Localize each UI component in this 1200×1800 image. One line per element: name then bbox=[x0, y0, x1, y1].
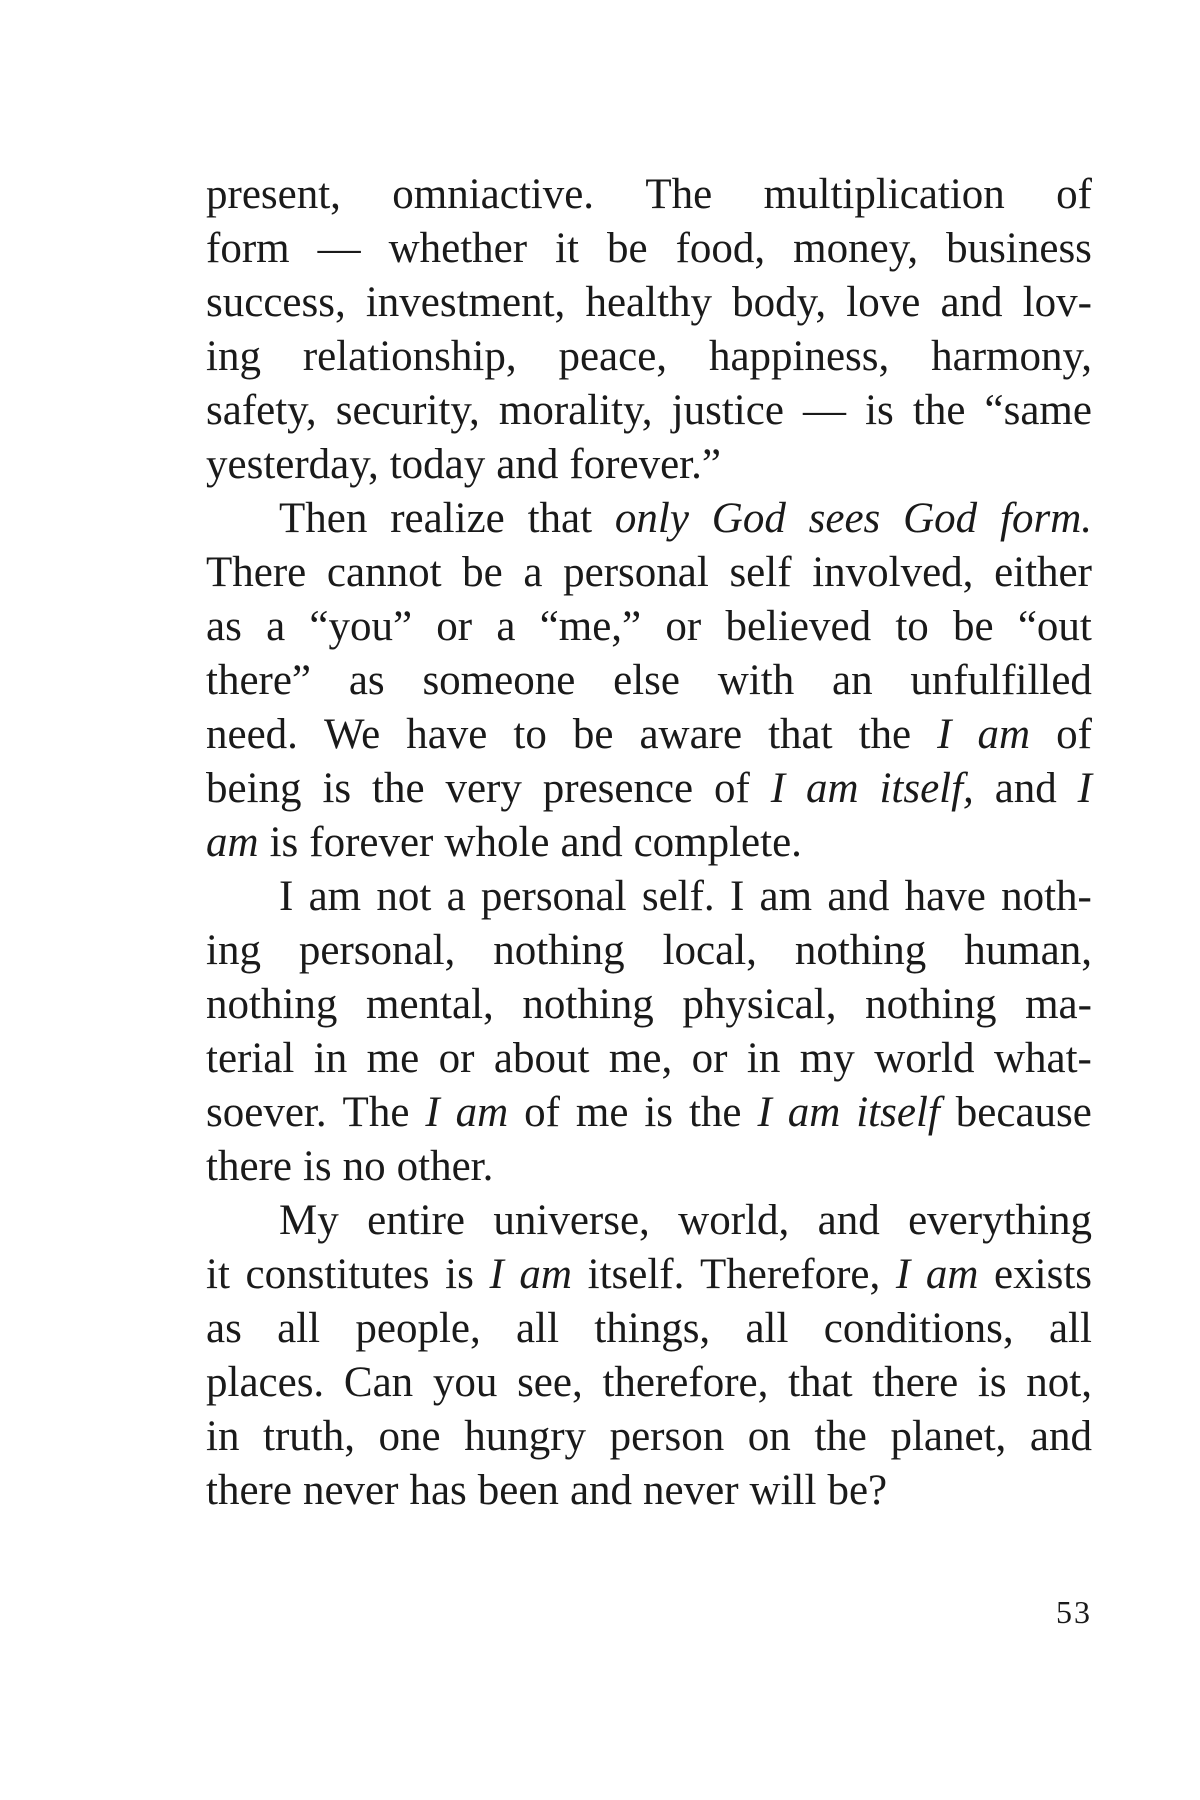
word: other. bbox=[396, 1143, 494, 1190]
word: planet, bbox=[890, 1413, 1007, 1460]
word: me bbox=[575, 1089, 629, 1136]
word: I bbox=[279, 873, 294, 920]
word: in bbox=[313, 1035, 348, 1082]
word: me, bbox=[608, 1035, 673, 1082]
word: forever bbox=[309, 819, 434, 866]
word: happiness, bbox=[708, 333, 890, 380]
italic-word: am bbox=[206, 819, 259, 866]
word: never bbox=[643, 1467, 739, 1514]
word: is bbox=[977, 1359, 1007, 1406]
word: exists bbox=[994, 1251, 1092, 1298]
word: to bbox=[513, 711, 547, 758]
word: presence bbox=[542, 765, 694, 812]
word: itself. bbox=[587, 1251, 685, 1298]
word: that bbox=[768, 711, 833, 758]
word: be? bbox=[827, 1467, 888, 1514]
word: see, bbox=[517, 1359, 583, 1406]
word: complete. bbox=[633, 819, 802, 866]
word: the bbox=[814, 1413, 867, 1460]
word: hungry bbox=[464, 1413, 587, 1460]
word: The bbox=[342, 1089, 410, 1136]
word: all bbox=[1048, 1305, 1092, 1352]
word: ma- bbox=[1025, 981, 1092, 1028]
italic-word: itself, bbox=[879, 765, 974, 812]
word: not bbox=[376, 873, 432, 920]
word: My bbox=[279, 1197, 339, 1244]
paragraph-first-line bbox=[206, 492, 1092, 546]
text-line bbox=[206, 1464, 1092, 1518]
word: things, bbox=[594, 1305, 711, 1352]
word: nothing bbox=[206, 981, 338, 1028]
word: healthy bbox=[585, 279, 713, 326]
word: never bbox=[302, 1467, 399, 1514]
word: and bbox=[496, 441, 559, 488]
word: mental, bbox=[366, 981, 494, 1028]
word: people, bbox=[355, 1305, 481, 1352]
word: and bbox=[569, 1467, 633, 1514]
word: an bbox=[832, 657, 873, 704]
word: — bbox=[803, 387, 846, 434]
word: is bbox=[269, 819, 299, 866]
word: success, bbox=[206, 279, 346, 326]
italic-word: sees bbox=[808, 495, 881, 542]
word: physical, bbox=[682, 981, 837, 1028]
word: you bbox=[432, 1359, 498, 1406]
word: noth- bbox=[1001, 873, 1092, 920]
word: self bbox=[729, 549, 792, 596]
word: The bbox=[645, 171, 713, 218]
word: a bbox=[523, 549, 543, 596]
word: harmony, bbox=[931, 333, 1092, 380]
word: money, bbox=[793, 225, 919, 272]
word: lov- bbox=[1022, 279, 1092, 326]
text-line bbox=[206, 546, 1092, 600]
word: or bbox=[665, 603, 702, 650]
word: and bbox=[994, 765, 1057, 812]
italic-word: God bbox=[903, 495, 978, 542]
word: unfulfilled bbox=[910, 657, 1092, 704]
text-line bbox=[206, 924, 1092, 978]
word: with bbox=[717, 657, 795, 704]
word: one bbox=[378, 1413, 441, 1460]
text-line bbox=[206, 276, 1092, 330]
text-line bbox=[206, 222, 1092, 276]
text-line bbox=[206, 600, 1092, 654]
word: because bbox=[955, 1089, 1092, 1136]
word: of bbox=[1056, 711, 1092, 758]
italic-word: God bbox=[711, 495, 786, 542]
word: that bbox=[788, 1359, 853, 1406]
body-text bbox=[206, 168, 1092, 1518]
word: and bbox=[560, 819, 623, 866]
word: human, bbox=[964, 927, 1092, 974]
word: all bbox=[745, 1305, 789, 1352]
italic-word: form. bbox=[1000, 495, 1092, 542]
word: nothing bbox=[522, 981, 654, 1028]
word: places. bbox=[206, 1359, 325, 1406]
word: as bbox=[206, 603, 242, 650]
text-line bbox=[206, 1410, 1092, 1464]
paragraph-first-line bbox=[206, 870, 1092, 924]
text-line bbox=[206, 330, 1092, 384]
word: multiplication bbox=[763, 171, 1005, 218]
word: is bbox=[644, 1089, 674, 1136]
italic-word: I bbox=[425, 1089, 440, 1136]
text-line bbox=[206, 1140, 1092, 1194]
word: universe, bbox=[493, 1197, 650, 1244]
word: in bbox=[206, 1413, 240, 1460]
word: Can bbox=[343, 1359, 414, 1406]
word: “out bbox=[1017, 603, 1092, 650]
word: need. bbox=[206, 711, 298, 758]
word: cannot bbox=[326, 549, 442, 596]
text-line bbox=[206, 1248, 1092, 1302]
word: of bbox=[524, 1089, 560, 1136]
word: and bbox=[1029, 1413, 1092, 1460]
word: be bbox=[572, 711, 614, 758]
word: the bbox=[858, 711, 912, 758]
word: not, bbox=[1026, 1359, 1092, 1406]
word: am bbox=[759, 873, 813, 920]
word: being bbox=[206, 765, 302, 812]
text-line bbox=[206, 1032, 1092, 1086]
word: ing bbox=[206, 927, 261, 974]
word: on bbox=[747, 1413, 791, 1460]
text-line bbox=[206, 654, 1092, 708]
word: justice bbox=[671, 387, 784, 434]
word: There bbox=[206, 549, 307, 596]
word: food, bbox=[675, 225, 766, 272]
word: form bbox=[206, 225, 290, 272]
word: have bbox=[904, 873, 986, 920]
word: therefore, bbox=[602, 1359, 769, 1406]
italic-word: I bbox=[1077, 765, 1092, 812]
text-line bbox=[206, 816, 1092, 870]
word: ing bbox=[206, 333, 261, 380]
word: world, bbox=[678, 1197, 790, 1244]
italic-word: I bbox=[489, 1251, 504, 1298]
word: believed bbox=[725, 603, 872, 650]
word: and bbox=[940, 279, 1003, 326]
word: peace, bbox=[558, 333, 668, 380]
word: the bbox=[372, 765, 425, 812]
word: entire bbox=[367, 1197, 465, 1244]
text-line bbox=[206, 1302, 1092, 1356]
word: Therefore, bbox=[700, 1251, 881, 1298]
word: conditions, bbox=[823, 1305, 1014, 1352]
word: or bbox=[438, 1035, 475, 1082]
word: self. bbox=[641, 873, 715, 920]
word: person bbox=[609, 1413, 725, 1460]
word: personal, bbox=[298, 927, 456, 974]
italic-word: am bbox=[787, 1089, 841, 1136]
word: love bbox=[846, 279, 921, 326]
word: no bbox=[342, 1143, 386, 1190]
text-line bbox=[206, 438, 1092, 492]
word: be bbox=[953, 603, 994, 650]
word: relationship, bbox=[302, 333, 517, 380]
text-line bbox=[206, 1356, 1092, 1410]
text-line bbox=[206, 1086, 1092, 1140]
italic-word: I bbox=[895, 1251, 911, 1298]
word: it bbox=[555, 225, 579, 272]
italic-word: only bbox=[614, 495, 689, 542]
word: nothing bbox=[794, 927, 927, 974]
word: the bbox=[912, 387, 966, 434]
word: safety, bbox=[206, 387, 317, 434]
word: there bbox=[872, 1359, 959, 1406]
word: the bbox=[688, 1089, 742, 1136]
word: involved, bbox=[812, 549, 974, 596]
word: and bbox=[827, 873, 890, 920]
word: there bbox=[206, 1143, 292, 1190]
word: “same bbox=[984, 387, 1092, 434]
word: is bbox=[302, 1143, 332, 1190]
word: I bbox=[729, 873, 745, 920]
italic-word: am bbox=[455, 1089, 509, 1136]
word: there” bbox=[206, 657, 312, 704]
word: that bbox=[527, 495, 593, 542]
word: will bbox=[749, 1467, 817, 1514]
word: investment, bbox=[365, 279, 566, 326]
text-line bbox=[206, 978, 1092, 1032]
word: nothing bbox=[493, 927, 625, 974]
word: is bbox=[445, 1251, 474, 1298]
word: a bbox=[496, 603, 516, 650]
word: in bbox=[746, 1035, 781, 1082]
word: truth, bbox=[263, 1413, 355, 1460]
word: or bbox=[691, 1035, 728, 1082]
word: my bbox=[799, 1035, 855, 1082]
word: been bbox=[477, 1467, 559, 1514]
word: have bbox=[406, 711, 488, 758]
word: me bbox=[366, 1035, 420, 1082]
word: as bbox=[348, 657, 385, 704]
word: security, bbox=[335, 387, 480, 434]
word: morality, bbox=[498, 387, 653, 434]
word: terial bbox=[206, 1035, 295, 1082]
word: a bbox=[266, 603, 286, 650]
word: yesterday, bbox=[206, 441, 379, 488]
word: everything bbox=[908, 1197, 1092, 1244]
italic-word: am bbox=[925, 1251, 979, 1298]
italic-word: I bbox=[757, 1089, 772, 1136]
word: what- bbox=[993, 1035, 1092, 1082]
word: or bbox=[436, 603, 473, 650]
word: constitutes bbox=[245, 1251, 430, 1298]
word: personal bbox=[563, 549, 709, 596]
italic-word: am bbox=[977, 711, 1031, 758]
word: forever.” bbox=[569, 441, 721, 488]
text-line bbox=[206, 708, 1092, 762]
word: Then bbox=[279, 495, 368, 542]
word: all bbox=[516, 1305, 560, 1352]
word: omniactive. bbox=[392, 171, 595, 218]
word: body, bbox=[732, 279, 827, 326]
word: it bbox=[206, 1251, 230, 1298]
word: someone bbox=[422, 657, 576, 704]
word: about bbox=[493, 1035, 590, 1082]
word: world bbox=[874, 1035, 975, 1082]
text-line bbox=[206, 762, 1092, 816]
word: else bbox=[613, 657, 680, 704]
word: to bbox=[895, 603, 929, 650]
italic-word: I bbox=[770, 765, 786, 812]
italic-word: am bbox=[519, 1251, 572, 1298]
italic-word: itself bbox=[856, 1089, 940, 1136]
word: nothing bbox=[865, 981, 997, 1028]
word: is bbox=[322, 765, 352, 812]
word: We bbox=[323, 711, 381, 758]
word: very bbox=[445, 765, 522, 812]
word: is bbox=[865, 387, 894, 434]
word: either bbox=[994, 549, 1092, 596]
word: realize bbox=[390, 495, 505, 542]
word: “you” bbox=[309, 603, 413, 650]
word: am bbox=[308, 873, 362, 920]
word: personal bbox=[480, 873, 627, 920]
word: whole bbox=[444, 819, 550, 866]
word: of bbox=[714, 765, 750, 812]
page-number: 53 bbox=[1056, 1594, 1092, 1630]
word: has bbox=[409, 1467, 467, 1514]
word: all bbox=[277, 1305, 321, 1352]
italic-word: am bbox=[805, 765, 859, 812]
word: present, bbox=[206, 171, 341, 218]
word: and bbox=[817, 1197, 880, 1244]
word: of bbox=[1056, 171, 1092, 218]
word: “me,” bbox=[539, 603, 642, 650]
paragraph-first-line bbox=[206, 1194, 1092, 1248]
word: business bbox=[946, 225, 1092, 272]
word: as bbox=[206, 1305, 242, 1352]
word: whether bbox=[388, 225, 528, 272]
word: there bbox=[206, 1467, 292, 1514]
word: — bbox=[317, 225, 361, 272]
italic-word: I bbox=[937, 711, 952, 758]
text-line bbox=[206, 384, 1092, 438]
text-line bbox=[206, 168, 1092, 222]
word: local, bbox=[662, 927, 757, 974]
word: a bbox=[446, 873, 466, 920]
word: aware bbox=[639, 711, 743, 758]
word: be bbox=[607, 225, 648, 272]
word: be bbox=[462, 549, 503, 596]
word: today bbox=[389, 441, 486, 488]
word: soever. bbox=[206, 1089, 327, 1136]
